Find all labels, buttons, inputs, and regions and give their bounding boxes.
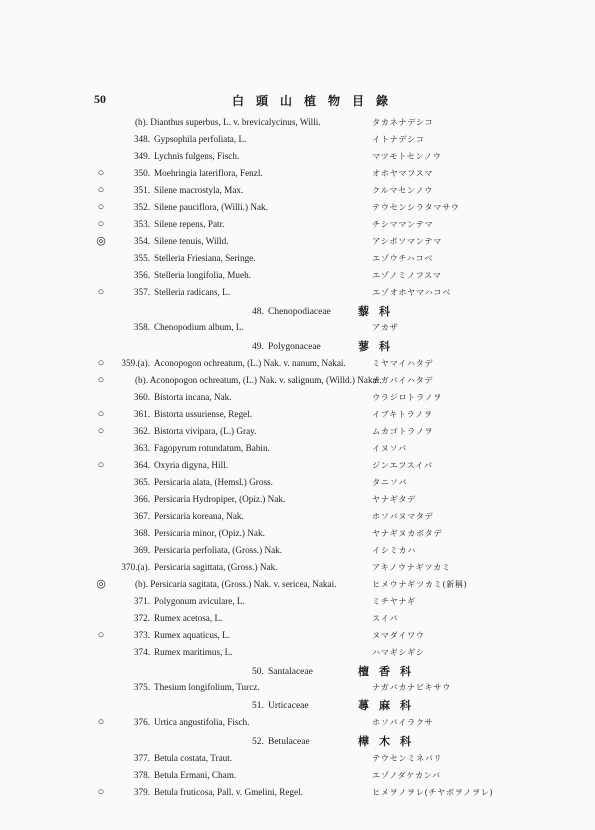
species-entry	[0, 200, 595, 214]
species-name: Persicaria sagittata, (Gross.) Nak.	[154, 562, 278, 572]
entry-number: 364.	[133, 460, 150, 470]
japanese-name: ミヤマイハタデ	[372, 358, 434, 368]
family-heading	[0, 698, 595, 714]
entry-number: 362.	[133, 426, 150, 436]
japanese-name: ホソバヌマタデ	[372, 511, 434, 521]
species-name: Stelleria longifolia, Mueh.	[154, 270, 251, 280]
species-name: Persicaria alata, (Hemsl.) Gross.	[154, 477, 273, 487]
page-number: 50	[94, 92, 106, 106]
species-entry	[0, 166, 595, 180]
species-name: (b). Dianthus superbus, L. v. brevicalycinus, Willi.	[135, 117, 321, 127]
species-entry	[0, 320, 595, 334]
entry-number: 365.	[133, 477, 150, 487]
family-number: 52.	[252, 737, 264, 747]
japanese-name: アカザ	[372, 322, 399, 332]
species-name: Oxyria digyna, Hill.	[154, 460, 228, 470]
species-entry	[0, 458, 595, 472]
family-japanese-name: 蕁麻科	[358, 699, 421, 712]
species-name: Persicaria perfoliata, (Gross.) Nak.	[154, 545, 283, 555]
species-entry	[0, 751, 595, 765]
circle-mark-icon: ○	[97, 408, 105, 420]
species-name: Betula fruticosa, Pall. v. Gmelini, Regel.	[154, 787, 303, 797]
species-entry	[0, 645, 595, 659]
species-name: Urtica angustifolia, Fisch.	[154, 717, 250, 727]
circle-mark-icon: ○	[97, 425, 105, 437]
species-name: Betula costata, Traut.	[154, 753, 233, 763]
japanese-name: エゾウチハコベ	[372, 253, 434, 263]
entry-number: 350.	[133, 168, 150, 178]
species-name: Silene tenuis, Willd.	[154, 236, 229, 246]
species-name: Rumex aquaticus, L.	[154, 630, 231, 640]
japanese-name: ホソバイラクサ	[372, 717, 434, 727]
family-number: 50.	[252, 667, 264, 677]
family-japanese-name: 蓼科	[358, 340, 400, 353]
entry-number: 369.	[133, 545, 150, 555]
family-japanese-name: 檀香科	[358, 665, 421, 678]
family-number: 48.	[252, 307, 264, 317]
family-number: 49.	[252, 342, 264, 352]
circle-mark-icon: ○	[97, 357, 105, 369]
japanese-name: イシミカハ	[372, 545, 416, 555]
species-name: Polygonum aviculare, L.	[154, 596, 245, 606]
species-entry	[0, 183, 595, 197]
japanese-name: ジンエフスイバ	[372, 460, 433, 470]
japanese-name: タカネナデシコ	[372, 117, 434, 127]
japanese-name: スイバ	[372, 613, 399, 623]
entry-number: 359.(a).	[121, 358, 150, 368]
species-entry	[0, 268, 595, 282]
species-name: (b). Aconopogon ochreatum, (L.) Nak. v. salignum, (Willd.) Nakai.	[135, 375, 382, 385]
japanese-name: ヤナギヌカボタデ	[372, 528, 443, 538]
species-entry	[0, 251, 595, 265]
entry-number: 357.	[133, 287, 150, 297]
circle-mark-icon: ○	[97, 286, 105, 298]
japanese-name: ウラジロトラノヲ	[372, 392, 443, 402]
japanese-name: ナガバイハタデ	[372, 375, 434, 385]
entry-number: 360.	[133, 392, 150, 402]
family-latin-name: Chenopodiaceae	[268, 307, 331, 317]
entry-number: 367.	[133, 511, 150, 521]
species-entry	[0, 492, 595, 506]
species-name: (b). Persicaria sagitata, (Gross.) Nak. v. sericea, Nakai.	[135, 579, 337, 589]
species-name: Thesium longifolium, Turcz.	[154, 682, 260, 692]
species-entry	[0, 234, 595, 248]
family-latin-name: Urticaceae	[268, 701, 309, 711]
circle-mark-icon: ○	[97, 629, 105, 641]
species-name: Betula Ermani, Cham.	[154, 770, 237, 780]
circle-mark-icon: ○	[97, 374, 105, 386]
species-name: Rumex maritimus, L.	[154, 647, 233, 657]
japanese-name: エゾノダケカンバ	[372, 770, 441, 780]
entry-number: 349.	[133, 151, 150, 161]
circle-mark-icon: ○	[97, 218, 105, 230]
japanese-name: イブキトラノヲ	[372, 409, 433, 419]
entry-number: 355.	[133, 253, 150, 263]
species-entry	[0, 526, 595, 540]
species-entry	[0, 390, 595, 404]
circle-mark-icon: ○	[97, 786, 105, 798]
species-entry	[0, 543, 595, 557]
species-entry	[0, 768, 595, 782]
japanese-name: ヒメウナギツカミ(新稱)	[372, 579, 468, 589]
circle-mark-icon: ○	[97, 201, 105, 213]
species-name: Moehringia lateriflora, Fenzl.	[154, 168, 263, 178]
entry-number: 358.	[133, 322, 150, 332]
entry-number: 352.	[133, 202, 150, 212]
species-name: Persicaria koreana, Nak.	[154, 511, 244, 521]
japanese-name: オホヤマフスマ	[372, 168, 434, 178]
species-name: Rumex acetosa, L.	[154, 613, 223, 623]
species-entry	[0, 611, 595, 625]
species-variety-entry	[0, 115, 595, 129]
japanese-name: アシボソマンテマ	[372, 236, 442, 246]
family-latin-name: Santalaceae	[268, 667, 313, 677]
circle-mark-icon: ○	[97, 184, 105, 196]
family-heading	[0, 664, 595, 680]
entry-number: 373.	[133, 630, 150, 640]
japanese-name: ムカゴトラノヲ	[372, 426, 434, 436]
japanese-name: マツモトセンノウ	[372, 151, 442, 161]
family-latin-name: Betulaceae	[268, 737, 310, 747]
species-name: Bistorta ussuriense, Regel.	[154, 409, 252, 419]
family-latin-name: Polygonaceae	[268, 342, 321, 352]
entry-number: 377.	[133, 753, 150, 763]
japanese-name: テウセンシラタマサウ	[372, 202, 460, 212]
entry-number: 370.(a).	[121, 562, 150, 572]
species-entry	[0, 217, 595, 231]
species-entry	[0, 680, 595, 694]
japanese-name: アキノウナギツカミ	[372, 562, 451, 572]
entry-number: 354.	[133, 236, 150, 246]
species-entry	[0, 509, 595, 523]
entry-number: 378.	[133, 770, 150, 780]
species-entry	[0, 560, 595, 574]
circle-mark-icon: ○	[97, 716, 105, 728]
japanese-name: ヒメヲノヲレ(チヤボヲノヲレ)	[372, 787, 494, 797]
entry-number: 356.	[133, 270, 150, 280]
species-name: Persicaria minor, (Opiz.) Nak.	[154, 528, 265, 538]
family-heading	[0, 734, 595, 750]
family-heading	[0, 339, 595, 355]
double-circle-mark-icon: ◎	[96, 578, 106, 590]
entry-number: 376.	[133, 717, 150, 727]
page-title: 白頭山植物目錄	[232, 94, 401, 108]
species-name: Chenopodium album, L.	[154, 322, 244, 332]
japanese-name: タニソバ	[372, 477, 407, 487]
species-name: Silene macrostyla, Max.	[154, 185, 244, 195]
japanese-name: エゾオホヤマハコベ	[372, 287, 452, 297]
species-name: Stelleria radicans, L.	[154, 287, 231, 297]
species-name: Stelleria Friesiana, Seringe.	[154, 253, 256, 263]
species-name: Fagopyrum rotundatum, Babin.	[154, 443, 270, 453]
family-heading	[0, 304, 595, 320]
japanese-name: ハマギシギシ	[372, 647, 425, 657]
entry-number: 351.	[133, 185, 150, 195]
double-circle-mark-icon: ◎	[96, 235, 106, 247]
japanese-name: エゾノミノフスマ	[372, 270, 442, 280]
family-japanese-name: 藜科	[358, 305, 400, 318]
species-entry	[0, 441, 595, 455]
japanese-name: イトナデシコ	[372, 134, 425, 144]
page-header	[0, 92, 595, 108]
species-entry	[0, 715, 595, 729]
species-name: Silene pauciflora, (Willi.) Nak.	[154, 202, 268, 212]
species-name: Gypsophila perfoliata, L.	[154, 134, 247, 144]
species-entry	[0, 149, 595, 163]
species-entry	[0, 132, 595, 146]
japanese-name: ヤナギタデ	[372, 494, 416, 504]
species-name: Aconopogon ochreatum, (L.) Nak. v. nanum, Nakai.	[154, 358, 346, 368]
species-variety-entry	[0, 577, 595, 591]
entry-number: 348.	[133, 134, 150, 144]
japanese-name: チシママンテマ	[372, 219, 434, 229]
species-entry	[0, 785, 595, 799]
species-name: Bistorta vivipara, (L.) Gray.	[154, 426, 257, 436]
species-name: Persicaria Hydropiper, (Opiz.) Nak.	[154, 494, 286, 504]
japanese-name: ミチヤナギ	[372, 596, 416, 606]
species-variety-entry	[0, 373, 595, 387]
entry-number: 379.	[133, 787, 150, 797]
species-entry	[0, 628, 595, 642]
species-entry	[0, 407, 595, 421]
entry-number: 363.	[133, 443, 150, 453]
entry-number: 368.	[133, 528, 150, 538]
species-entry	[0, 285, 595, 299]
species-name: Bistorta incana, Nak.	[154, 392, 232, 402]
circle-mark-icon: ○	[97, 167, 105, 179]
circle-mark-icon: ○	[97, 459, 105, 471]
species-entry	[0, 475, 595, 489]
japanese-name: テウセンミネバリ	[372, 753, 443, 763]
entry-number: 361.	[133, 409, 150, 419]
family-japanese-name: 樺木科	[358, 735, 421, 748]
entry-number: 372.	[133, 613, 150, 623]
japanese-name: クルマセンノウ	[372, 185, 433, 195]
species-entry	[0, 356, 595, 370]
species-entry	[0, 424, 595, 438]
entry-number: 371.	[133, 596, 150, 606]
entry-number: 353.	[133, 219, 150, 229]
japanese-name: ナガバカナビキサウ	[372, 682, 451, 692]
species-name: Lychnis fulgens, Fisch.	[154, 151, 240, 161]
entry-number: 375.	[133, 682, 150, 692]
japanese-name: ヌマダイワウ	[372, 630, 425, 640]
family-number: 51.	[252, 701, 264, 711]
species-name: Silene repens, Patr.	[154, 219, 225, 229]
entry-number: 374.	[133, 647, 150, 657]
entry-number: 366.	[133, 494, 150, 504]
japanese-name: イヌソバ	[372, 443, 407, 453]
species-entry	[0, 594, 595, 608]
